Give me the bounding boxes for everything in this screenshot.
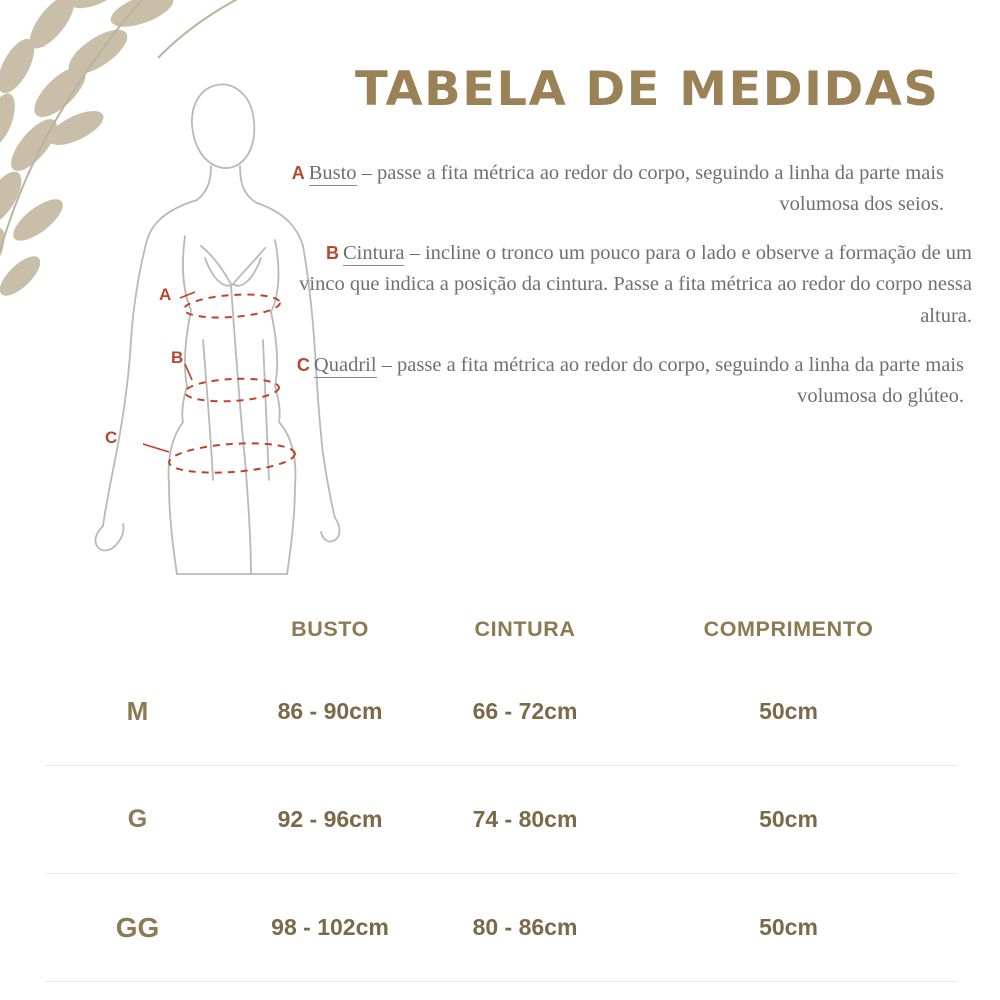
table-row <box>45 874 957 982</box>
size-table <box>45 600 957 982</box>
row-comprimento: 50cm <box>759 806 818 832</box>
instruction-text: – passe a fita métrica ao redor do corpo, seguindo a linha da parte mais volumosa do glúteo. <box>376 353 964 407</box>
mark-label-b: B <box>171 348 184 367</box>
hip-leader <box>143 444 169 452</box>
instruction-letter: B <box>325 243 339 264</box>
header-comprimento: COMPRIMENTO <box>703 616 874 641</box>
header-cintura: CINTURA <box>474 616 576 641</box>
instruction-cintura <box>290 238 980 331</box>
row-size: M <box>126 696 149 726</box>
table-row <box>45 766 957 874</box>
instructions-block <box>290 158 980 430</box>
instruction-busto <box>290 158 980 220</box>
mark-label-a: A <box>159 285 172 304</box>
table-header-row <box>45 600 957 658</box>
instruction-keyword: Busto <box>308 162 357 184</box>
row-size: GG <box>115 911 160 943</box>
row-busto: 98 - 102cm <box>271 914 389 940</box>
row-busto: 86 - 90cm <box>277 698 383 724</box>
instruction-quadril <box>290 350 980 412</box>
mark-label-c: C <box>105 428 118 447</box>
row-cintura: 66 - 72cm <box>472 698 578 724</box>
instruction-letter: C <box>296 354 310 375</box>
row-size: G <box>127 805 148 833</box>
instruction-text: – passe a fita métrica ao redor do corpo, seguindo a linha da parte mais volumosa dos seios. <box>356 162 944 216</box>
row-comprimento: 50cm <box>759 698 818 724</box>
instruction-letter: A <box>291 163 305 183</box>
row-comprimento: 50cm <box>759 914 818 940</box>
row-cintura: 80 - 86cm <box>472 914 578 940</box>
page-title: TABELA DE MEDIDAS <box>355 62 940 117</box>
instruction-keyword: Cintura <box>342 242 405 265</box>
hip-measure-line <box>168 440 296 477</box>
instruction-keyword: Quadril <box>313 353 377 376</box>
bust-leader <box>180 292 195 298</box>
row-cintura: 74 - 80cm <box>472 806 578 832</box>
table-row <box>45 658 957 766</box>
header-busto: BUSTO <box>291 616 369 641</box>
row-busto: 92 - 96cm <box>277 806 383 832</box>
instruction-text: – incline o tronco um pouco para o lado e observe a formação de um vinco que indica a posição da cintura. Passe a fita métrica ao redor do corpo nessa altura. <box>299 242 972 327</box>
